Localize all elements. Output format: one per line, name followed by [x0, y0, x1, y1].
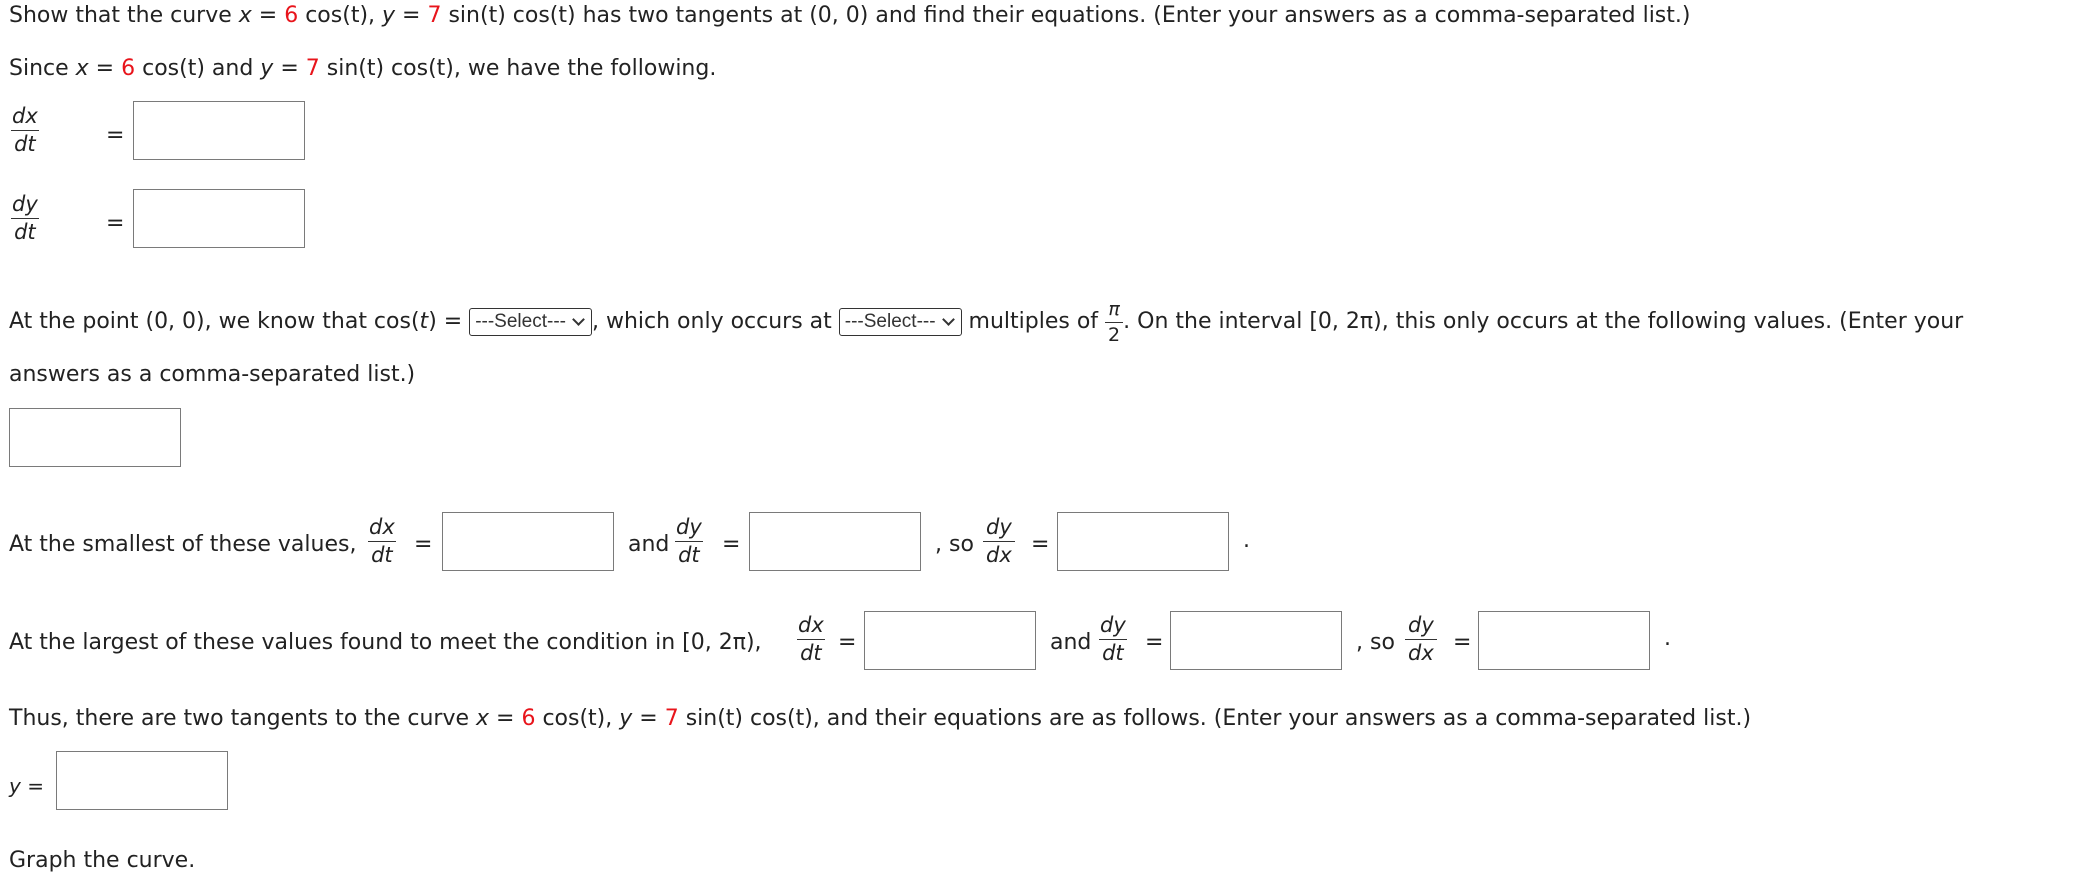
- equals-sign: =: [106, 123, 125, 148]
- smallest-dydx-input[interactable]: [1057, 512, 1229, 571]
- dydt-fraction: $\frac{dy}{dt}$: [676, 515, 702, 567]
- dxdt-fraction: $\frac{dx}{dt}$: [798, 613, 824, 665]
- smallest-dydt-input[interactable]: [749, 512, 921, 571]
- problem-statement: Show that the curve x = 6 cos(t), y = 7 sin(t) cos(t) has two tangents at (0, 0) and find their equations. (Enter your answers as a comma-separated list.): [9, 3, 1691, 28]
- largest-dydt-input[interactable]: [1170, 611, 1342, 670]
- tangent-equations-input[interactable]: [56, 751, 228, 810]
- cos-value-select[interactable]: ---Select---: [469, 308, 592, 336]
- point-statement-line2: answers as a comma-separated list.): [9, 362, 416, 387]
- point-statement: At the point (0, 0), we know that cos(t) = ---Select--- , which only occurs at ---Select--- multiples of $\frac{\pi}{2}$ . On the interval [0, 2π), this only occurs at the following values. (Enter your: [9, 297, 1964, 346]
- dxdt-fraction: $\frac{dx}{dt}$: [369, 515, 395, 567]
- dydt-fraction: $\frac{dy}{dt}$: [12, 192, 38, 244]
- dxdt-fraction: $\frac{dx}{dt}$: [12, 104, 38, 156]
- y-coefficient: 7: [427, 3, 442, 28]
- x-coefficient: 6: [284, 3, 299, 28]
- chevron-down-icon: [572, 313, 585, 326]
- pi-over-two: $\frac{\pi}{2}$: [1105, 300, 1123, 345]
- chevron-down-icon: [942, 313, 955, 326]
- dydt-input[interactable]: [133, 189, 305, 248]
- smallest-dxdt-input[interactable]: [442, 512, 614, 571]
- graph-label: Graph the curve.: [9, 848, 196, 873]
- smallest-label: At the smallest of these values,: [9, 532, 357, 557]
- thus-statement: Thus, there are two tangents to the curve x = 6 cos(t), y = 7 sin(t) cos(t), and their equations are as follows. (Enter your answers as a comma-separated list.): [9, 706, 1752, 731]
- t-values-input[interactable]: [9, 408, 181, 467]
- since-statement: Since x = 6 cos(t) and y = 7 sin(t) cos(t), we have the following.: [9, 56, 717, 81]
- largest-label: At the largest of these values found to meet the condition in [0, 2π),: [9, 630, 762, 655]
- dydx-fraction: $\frac{dy}{dx}$: [983, 517, 1015, 566]
- largest-dydx-input[interactable]: [1478, 611, 1650, 670]
- dxdt-input[interactable]: [133, 101, 305, 160]
- largest-dxdt-input[interactable]: [864, 611, 1036, 670]
- tangent-y-label: y =: [9, 774, 44, 798]
- dydx-fraction: $\frac{dy}{dx}$: [1405, 615, 1437, 664]
- dydt-fraction: $\frac{dy}{dt}$: [1100, 613, 1126, 665]
- multiples-select[interactable]: ---Select---: [839, 308, 962, 336]
- equals-sign: =: [106, 211, 125, 236]
